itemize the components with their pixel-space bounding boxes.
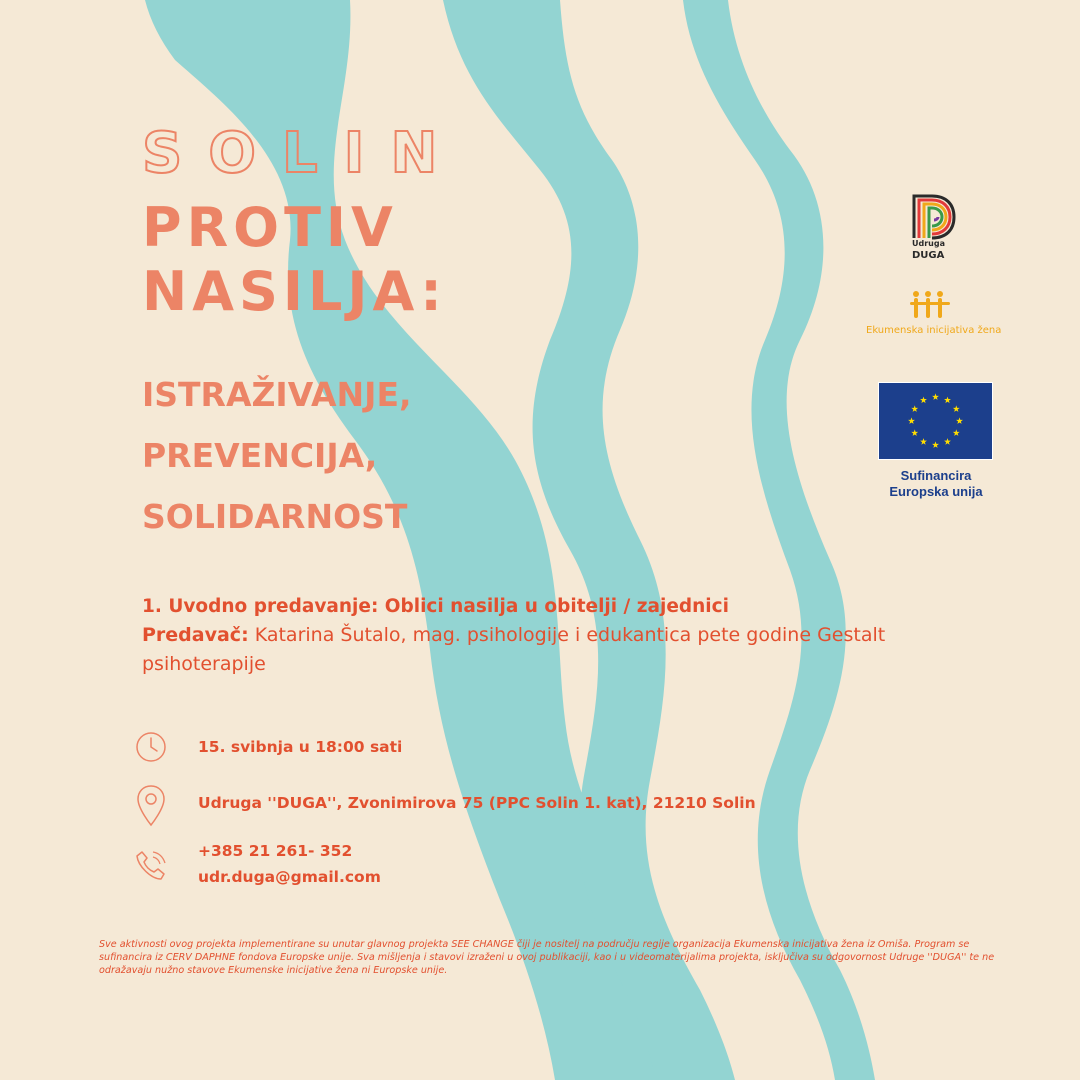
- footer-disclaimer: Sve aktivnosti ovog projekta implementirane su unutar glavnog projekta SEE CHANGE čiji je nositelj na području regije organizacija Ekumenska inicijativa žena iz Omiša. Program se sufinancira iz CERV DAPHNE fondova Europske unije. Sva mišljenja i stavovi izraženi u ovoj publikaciji, kao i u videomaterijalima projekta, isključiva su odgovornost Udruge ''DUGA'' te ne odražavaju nužno stavove Ekumenske inicijative žena ni Europske unije.: [99, 939, 995, 976]
- eiz-caption: Ekumenska inicijativa žena: [866, 325, 1002, 336]
- subtitle-line-2: PREVENCIJA,: [142, 436, 378, 475]
- eu-caption: [862, 468, 1010, 500]
- event-datetime: 15. svibnja u 18:00 sati: [198, 738, 403, 756]
- duga-caption: [912, 238, 962, 262]
- duga-caption-small: Udruga: [912, 239, 945, 248]
- speaker-text: Katarina Šutalo, mag. psihologije i edukantica pete godine Gestalt psihoterapije: [142, 624, 886, 675]
- phone-icon: [134, 848, 168, 882]
- eiz-logo-icon: [908, 290, 952, 320]
- subtitle-line-3: SOLIDARNOST: [142, 497, 408, 536]
- title-main: [142, 196, 472, 324]
- title-line-nasilja: NASILJA:: [142, 260, 447, 323]
- wave-stripe-3: [683, 0, 875, 1080]
- lecture-block: [142, 592, 942, 679]
- location-pin-icon: [136, 784, 166, 828]
- contact-block: [198, 838, 381, 890]
- contact-phone[interactable]: +385 21 261- 352: [198, 842, 353, 860]
- duga-caption-big: DUGA: [912, 250, 945, 261]
- lecture-title: 1. Uvodno predavanje: Oblici nasilja u obitelji / zajednici: [142, 596, 729, 617]
- eu-caption-line-1: Sufinancira: [900, 468, 972, 483]
- clock-icon: [135, 731, 167, 763]
- eu-caption-line-2: Europska unija: [889, 484, 983, 499]
- contact-email[interactable]: udr.duga@gmail.com: [198, 868, 381, 886]
- title-solin: SOLIN: [142, 121, 464, 186]
- event-location: Udruga ''DUGA'', Zvonimirova 75 (PPC Solin 1. kat), 21210 Solin: [198, 794, 756, 812]
- subtitle-line-1: ISTRAŽIVANJE,: [142, 375, 412, 414]
- subtitle: [142, 364, 462, 547]
- speaker-label: Predavač:: [142, 624, 249, 646]
- lecture-speaker: [142, 621, 922, 679]
- eu-flag-icon: [878, 382, 993, 460]
- title-line-protiv: PROTIV: [142, 196, 398, 259]
